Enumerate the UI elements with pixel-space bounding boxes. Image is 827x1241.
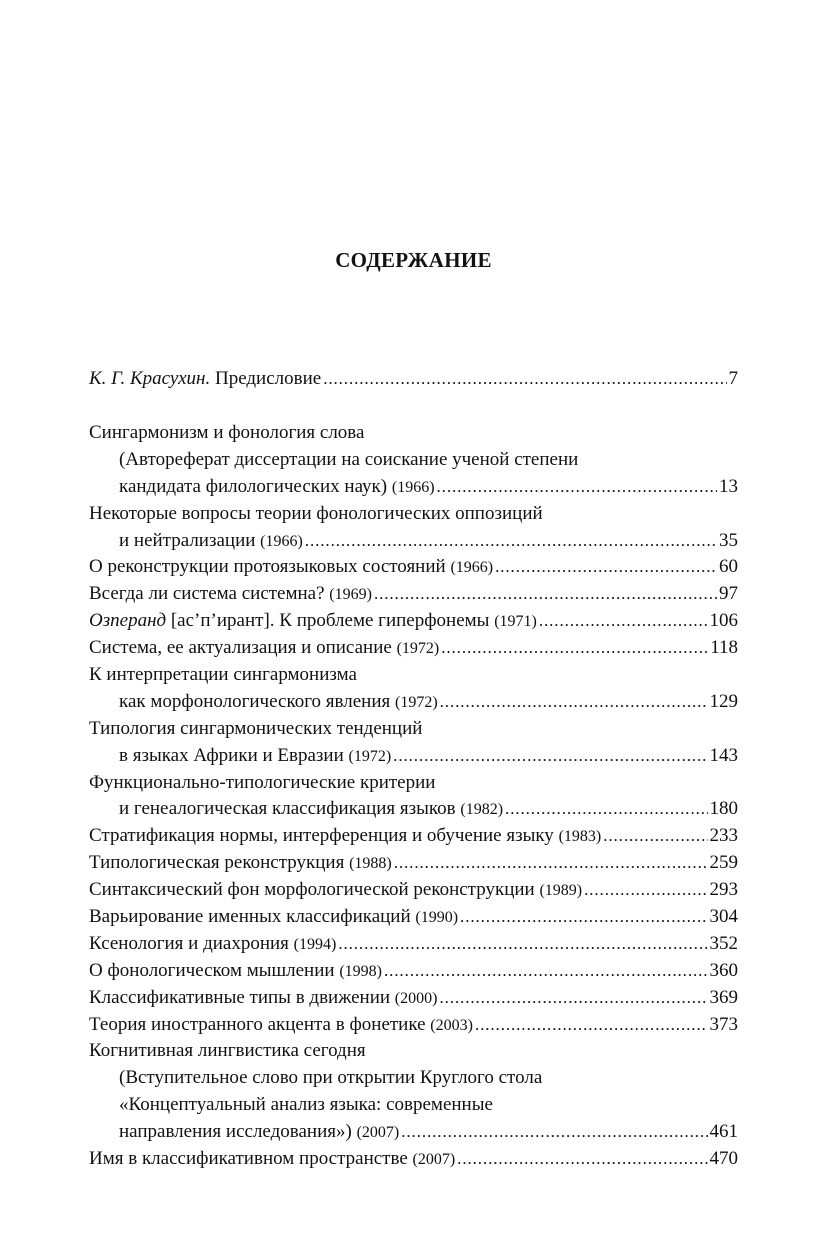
- entry-year: (2000): [394, 989, 438, 1007]
- entry-final-line: [89, 877, 738, 904]
- entry-title: Теория иностранного акцента в фонетике: [89, 1013, 426, 1035]
- toc-entry: [89, 1012, 738, 1039]
- entry-year: (2003): [430, 1016, 473, 1034]
- entry-line: (Автореферат диссертации на соискание ученой степени: [119, 448, 579, 470]
- entry-year: (1972): [394, 693, 438, 711]
- entry-line: К интерпретации сингармонизма: [89, 664, 357, 686]
- entry-title: кандидата филологических наук): [119, 475, 388, 497]
- page-title: СОДЕРЖАНИЕ: [335, 248, 492, 272]
- entry-line: Функционально-типологические критерии: [89, 771, 436, 793]
- entry-final-line: [89, 743, 738, 770]
- dot-leader: [460, 904, 707, 931]
- page-number: 143: [709, 744, 738, 766]
- toc-entry: [89, 931, 738, 958]
- entry-line: Сингармонизм и фонология слова: [89, 422, 365, 443]
- entry-title: Всегда ли система системна?: [89, 583, 325, 605]
- entry-year: (1972): [396, 640, 440, 658]
- page-number: 129: [709, 690, 738, 712]
- entry-line: Типология сингармонических тенденций: [89, 717, 423, 739]
- page-number: 293: [709, 879, 738, 901]
- entry-line: Некоторые вопросы теории фонологических оппозиций: [89, 502, 543, 524]
- entry-text: [89, 904, 458, 932]
- entry-text: [89, 877, 582, 905]
- entry-text: [89, 823, 601, 851]
- entry-italic-term: Озперанд: [89, 610, 167, 632]
- page-number: 233: [709, 825, 738, 847]
- page-number: 373: [709, 1013, 738, 1035]
- dot-leader: [394, 850, 708, 877]
- entry-text: [89, 850, 392, 878]
- preface-title: Предисловие: [210, 368, 322, 389]
- entry-title: [ас’п’ирант]. К проблеме гиперфонемы: [166, 610, 490, 632]
- page-number: 106: [709, 610, 738, 632]
- entry-title: Система, ее актуализация и описание: [89, 637, 392, 659]
- entry-year: (1969): [329, 586, 372, 604]
- entry-title: О фонологическом мышлении: [89, 959, 335, 981]
- entry-final-line: [89, 796, 738, 823]
- dot-leader: [305, 528, 717, 555]
- dot-leader: [393, 743, 707, 770]
- page-number: 259: [709, 852, 738, 874]
- dot-leader: [475, 1012, 708, 1039]
- toc-entry: [89, 554, 738, 581]
- toc-entry: [89, 581, 738, 608]
- dot-leader: [539, 608, 708, 635]
- dot-leader: [338, 931, 707, 958]
- entry-line: (Вступительное слово при открытии Круглого стола: [119, 1067, 543, 1089]
- entry-final-line: [89, 528, 738, 555]
- toc-entry: [89, 770, 738, 824]
- entry-text: [89, 581, 372, 609]
- entry-final-line: [89, 1119, 738, 1146]
- entry-title: Имя в классификативном пространстве: [89, 1148, 408, 1170]
- entry-year: (1966): [260, 532, 303, 550]
- entry-final-line: [89, 1012, 738, 1039]
- entry-final-line: [89, 1146, 738, 1173]
- entry-title: О реконструкции протоязыковых состояний: [89, 556, 446, 578]
- page-number: 97: [719, 583, 738, 605]
- page-number: 369: [709, 986, 738, 1008]
- entry-title: Типологическая реконструкция: [89, 852, 345, 874]
- entry-year: (1966): [450, 559, 494, 577]
- entry-text: [119, 1119, 399, 1147]
- dot-leader: [440, 689, 708, 716]
- entry-final-line: [89, 904, 738, 931]
- entry-final-line: [89, 554, 738, 581]
- dot-leader: [495, 554, 717, 581]
- entry-year: (1988): [349, 855, 392, 873]
- entry-title: и нейтрализации: [119, 529, 256, 551]
- entry-title: и генеалогическая классификация языков: [119, 798, 456, 820]
- page-number: 360: [709, 959, 738, 981]
- entry-year: (1989): [539, 882, 583, 900]
- entry-text: [89, 366, 321, 393]
- page-number: 461: [709, 1121, 738, 1143]
- page-number: 35: [719, 529, 738, 551]
- entry-year: (2007): [412, 1151, 456, 1169]
- entry-text: [89, 1012, 473, 1040]
- entry-text: [89, 931, 336, 959]
- entry-year: (1983): [558, 828, 602, 846]
- entry-text: [89, 608, 537, 636]
- page-number: 304: [709, 906, 738, 928]
- entry-final-line: [89, 581, 738, 608]
- entry-year: (1972): [348, 747, 392, 765]
- page-number: 118: [710, 637, 738, 659]
- entry-year: (2007): [356, 1124, 400, 1142]
- entry-title: в языках Африки и Евразии: [119, 744, 344, 766]
- entry-final-line: [89, 474, 738, 501]
- dot-leader: [457, 1146, 707, 1173]
- toc-entry: [89, 904, 738, 931]
- entry-text: [119, 528, 303, 556]
- toc-entry: [89, 823, 738, 850]
- entry-final-line: [89, 635, 738, 662]
- dot-leader: [439, 985, 707, 1012]
- entry-final-line: [89, 931, 738, 958]
- entry-text: [89, 1146, 455, 1174]
- entry-final-line: [89, 958, 738, 985]
- entry-line: «Концептуальный анализ языка: современные: [119, 1094, 493, 1116]
- toc-entry: [89, 850, 738, 877]
- dot-leader: [603, 823, 707, 850]
- page-number: 180: [709, 798, 738, 820]
- entry-text: [89, 635, 439, 663]
- entry-text: [89, 554, 493, 582]
- entry-title: Стратификация нормы, интерференция и обучение языку: [89, 825, 554, 847]
- page-number: 352: [709, 932, 738, 954]
- entry-text: [89, 958, 382, 986]
- entry-year: (1998): [339, 962, 382, 980]
- toc-entry: [89, 985, 738, 1012]
- dot-leader: [584, 877, 707, 904]
- toc-entry: [89, 420, 738, 501]
- entry-year: (1971): [494, 613, 537, 631]
- entry-title: направления исследования»): [119, 1121, 352, 1143]
- entry-text: [119, 743, 391, 771]
- dot-leader: [505, 796, 707, 823]
- entry-title: Варьирование именных классификаций: [89, 906, 411, 928]
- dot-leader: [437, 474, 717, 501]
- toc-entry: [89, 635, 738, 662]
- preface-section: [89, 366, 738, 393]
- entry-line: Когнитивная лингвистика сегодня: [89, 1040, 366, 1062]
- entry-title: Классификативные типы в движении: [89, 986, 391, 1008]
- toc-entry: [89, 1038, 738, 1146]
- dot-leader: [384, 958, 708, 985]
- dot-leader: [323, 366, 726, 393]
- entry-final-line: [89, 689, 738, 716]
- toc-entry: [89, 958, 738, 985]
- toc-entry-preface: [89, 366, 738, 393]
- toc-entry: [89, 877, 738, 904]
- toc-entry: [89, 608, 738, 635]
- entry-final-line: [89, 850, 738, 877]
- page-number: 7: [728, 368, 738, 389]
- entry-title: Синтаксический фон морфологической реконструкции: [89, 879, 535, 901]
- entry-year: (1982): [460, 801, 504, 819]
- dot-leader: [374, 581, 717, 608]
- toc-entry: [89, 501, 738, 555]
- page-number: 470: [709, 1148, 738, 1170]
- entry-final-line: [89, 608, 738, 635]
- dot-leader: [441, 635, 708, 662]
- entry-title: как морфонологического явления: [119, 690, 391, 712]
- entry-final-line: [89, 985, 738, 1012]
- entry-final-line: [89, 823, 738, 850]
- toc-entry: [89, 662, 738, 716]
- entry-text: [119, 796, 503, 824]
- toc-entry: [89, 716, 738, 770]
- page-number: 13: [719, 475, 738, 497]
- entry-text: [119, 689, 438, 717]
- toc-entry: [89, 1146, 738, 1173]
- entry-text: [119, 474, 435, 502]
- entry-text: [89, 985, 437, 1013]
- entry-title: Ксенология и диахрония: [89, 932, 289, 954]
- entry-year: (1994): [293, 935, 337, 953]
- page-number: 60: [719, 556, 738, 578]
- preface-author: К. Г. Красухин.: [89, 368, 211, 389]
- toc-list: [89, 420, 738, 1173]
- entry-year: (1966): [391, 478, 435, 496]
- entry-year: (1990): [415, 909, 459, 927]
- dot-leader: [401, 1119, 707, 1146]
